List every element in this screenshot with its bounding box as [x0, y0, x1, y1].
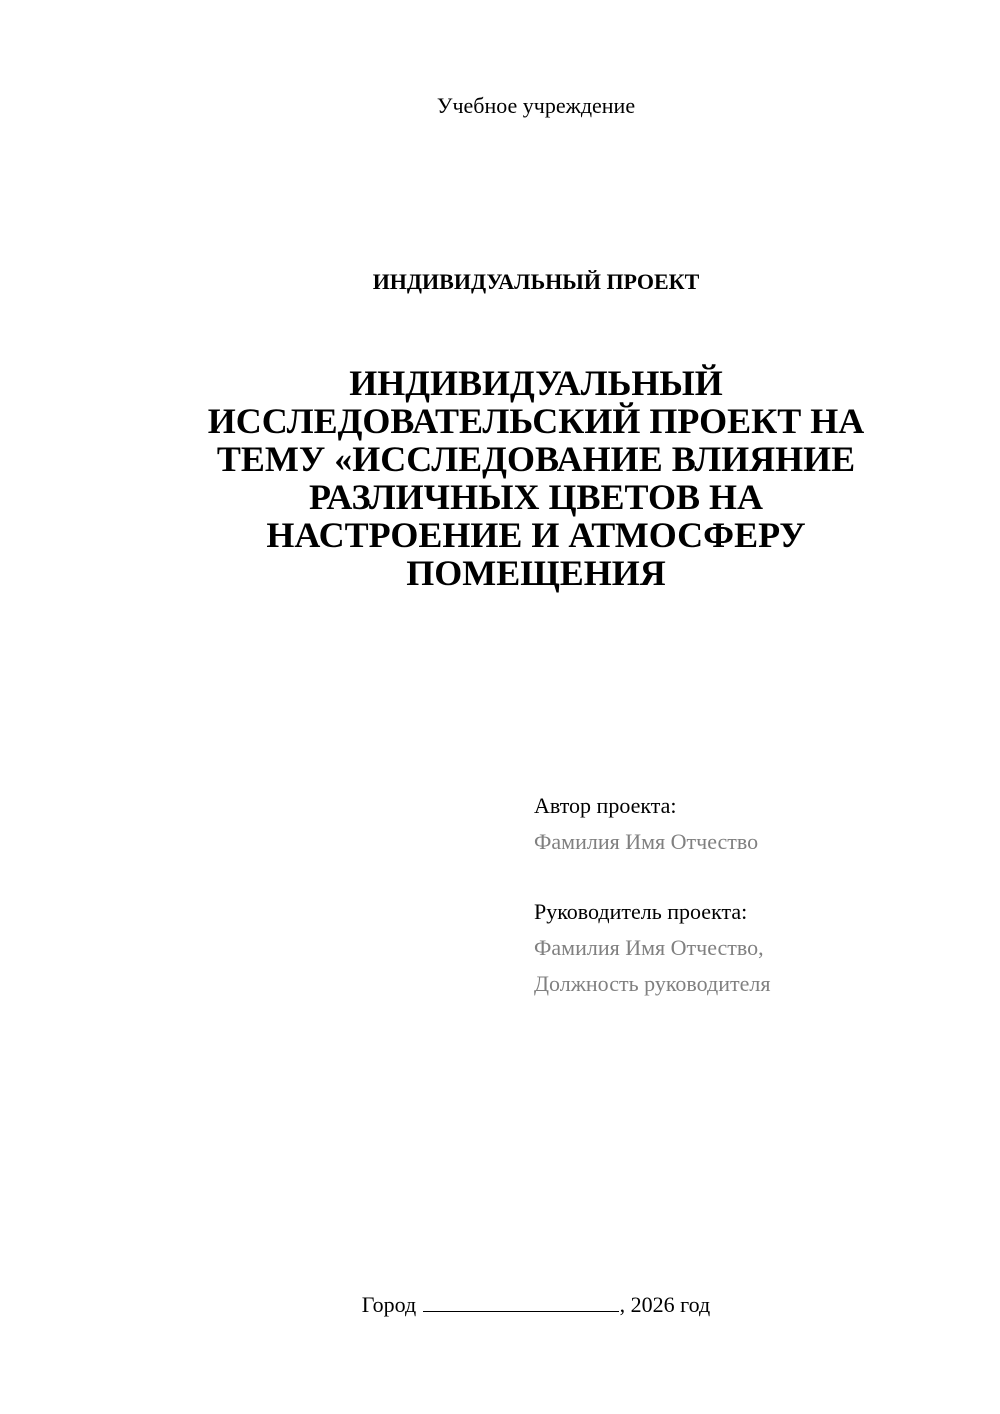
- author-name-placeholder: Фамилия Имя Отчество: [534, 829, 759, 854]
- project-title: [170, 364, 902, 592]
- title-line: ИССЛЕДОВАТЕЛЬСКИЙ ПРОЕКТ НА: [207, 401, 865, 441]
- city-label: Город: [361, 1292, 417, 1317]
- supervisor-name-placeholder: Фамилия Имя Отчество,: [534, 935, 764, 960]
- year-text: , 2026 год: [619, 1292, 711, 1317]
- project-type-heading: ИНДИВИДУАЛЬНЫЙ ПРОЕКТ: [372, 269, 700, 294]
- institution-name: Учебное учреждение: [436, 93, 636, 118]
- city-year-footer: [0, 1290, 1000, 1320]
- title-line: РАЗЛИЧНЫХ ЦВЕТОВ НА: [308, 477, 764, 517]
- title-line: ТЕМУ «ИССЛЕДОВАНИЕ ВЛИЯНИЕ: [216, 439, 856, 479]
- title-line: ПОМЕЩЕНИЯ: [406, 553, 666, 593]
- author-label: Автор проекта:: [534, 793, 677, 818]
- supervisor-position-placeholder: Должность руководителя: [534, 971, 771, 996]
- title-line: НАСТРОЕНИЕ И АТМОСФЕРУ: [266, 515, 806, 555]
- credits-block: [534, 788, 954, 1002]
- title-line: ИНДИВИДУАЛЬНЫЙ: [349, 363, 723, 403]
- city-blank-line: [423, 1291, 619, 1312]
- spacer: [534, 860, 954, 894]
- supervisor-label: Руководитель проекта:: [534, 899, 748, 924]
